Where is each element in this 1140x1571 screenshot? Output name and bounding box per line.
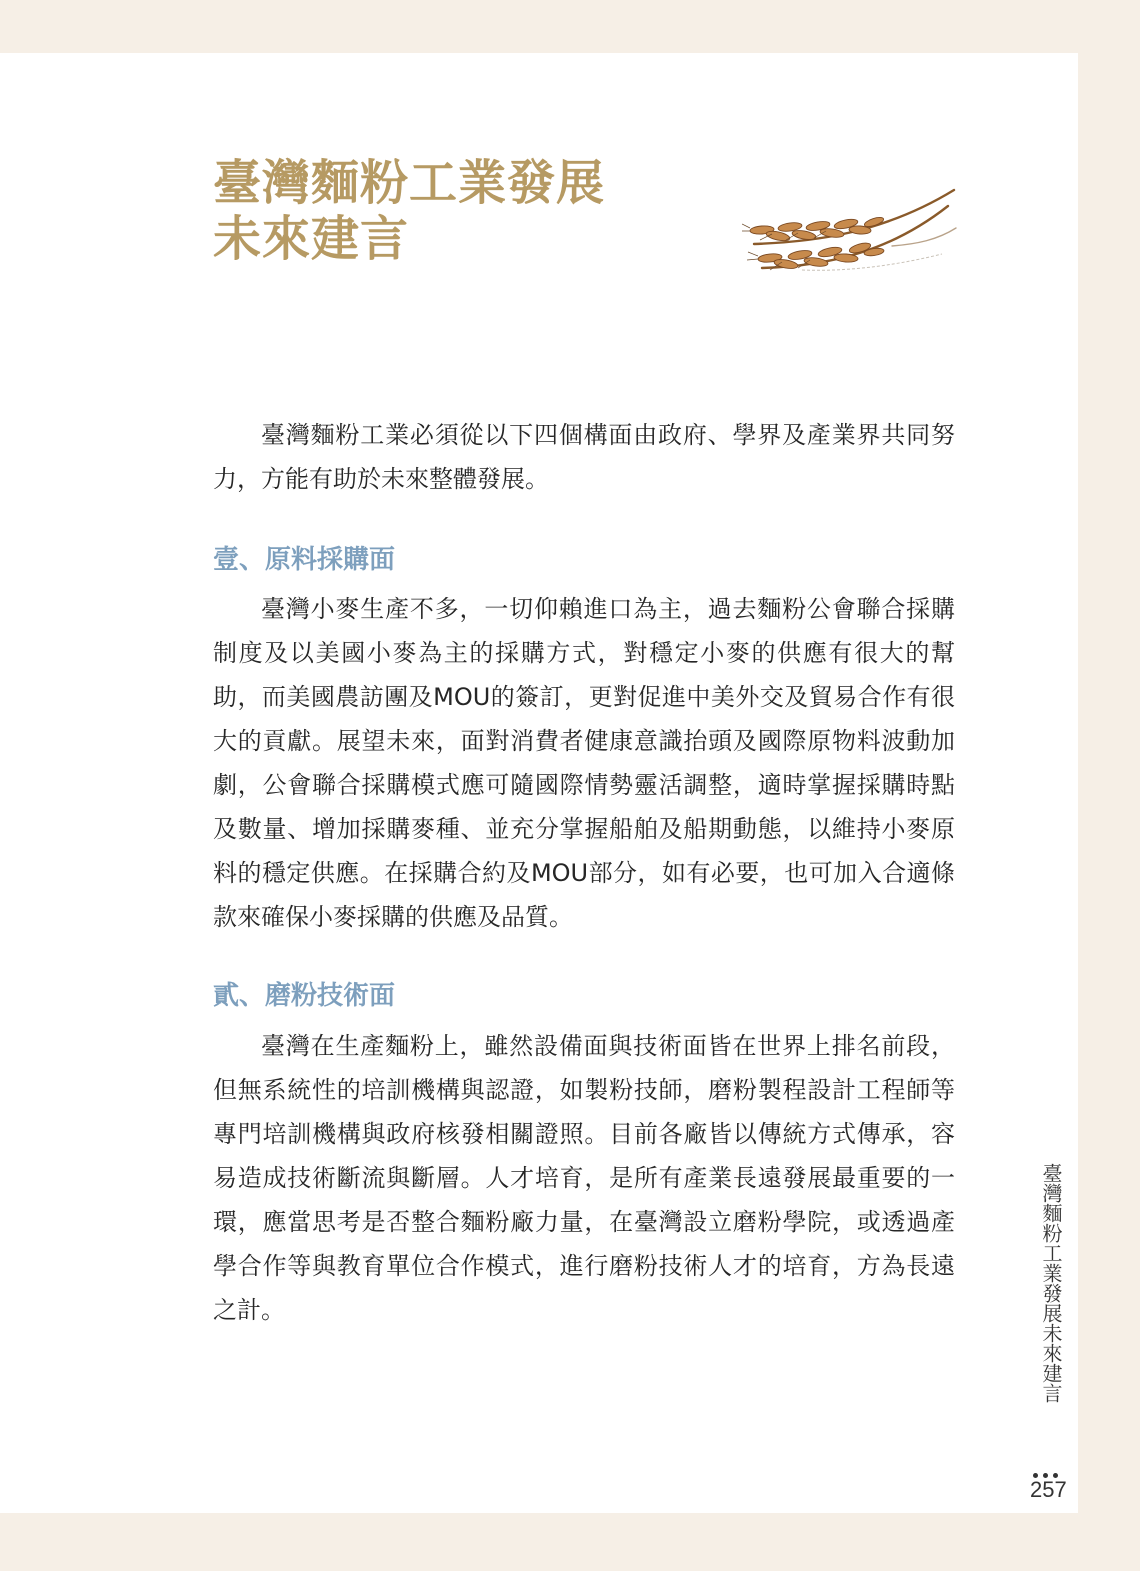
page-number-dots [1033, 1463, 1069, 1471]
section-body-raw-material: 臺灣小麥生產不多，一切仰賴進口為主，過去麵粉公會聯合採購制度及以美國小麥為主的採購方式，對穩定小麥的供應有很大的幫助，而美國農訪團及MOU的簽訂，更對促進中美外交及貿易合作有很大的貢獻。展望未來，面對消費者健康意識抬頭及國際原物料波動加劇，公會聯合採購模式應可隨國際情勢靈活調整，適時掌握採購時點及數量、增加採購麥種、並充分掌握船舶及船期動態，以維持小麥原料的穩定供應。在採購合約及MOU部分，如有必要，也可加入合適條款來確保小麥採購的供應及品質。 [213, 595, 955, 931]
section-heading-raw-material: 壹、原料採購面 [213, 545, 396, 575]
chapter-title-line-1: 臺灣麵粉工業發展 [213, 155, 606, 211]
wheat-ears-illustration [742, 184, 960, 276]
chapter-title [213, 155, 605, 267]
running-header-vertical: 臺灣麵粉工業發展未來建言 [1039, 1163, 1063, 1403]
intro-paragraph: 臺灣麵粉工業必須從以下四個構面由政府、學界及產業界共同努力，方能有助於未來整體發展。 [213, 421, 955, 493]
page-number: 257 [1030, 1477, 1067, 1502]
section-heading-milling-technology: 貳、磨粉技術面 [213, 981, 396, 1011]
chapter-title-line-2: 未來建言 [213, 211, 410, 267]
section-body-milling-technology: 臺灣在生產麵粉上，雖然設備面與技術面皆在世界上排名前段，但無系統性的培訓機構與認證，如製粉技師，磨粉製程設計工程師等專門培訓機構與政府核發相關證照。目前各廠皆以傳統方式傳承，容易造成技術斷流與斷層。人才培育，是所有產業長遠發展最重要的一環，應當思考是否整合麵粉廠力量，在臺灣設立磨粉學院，或透過產學合作等與教育單位合作模式，進行磨粉技術人才的培育，方為長遠之計。 [213, 1032, 955, 1324]
